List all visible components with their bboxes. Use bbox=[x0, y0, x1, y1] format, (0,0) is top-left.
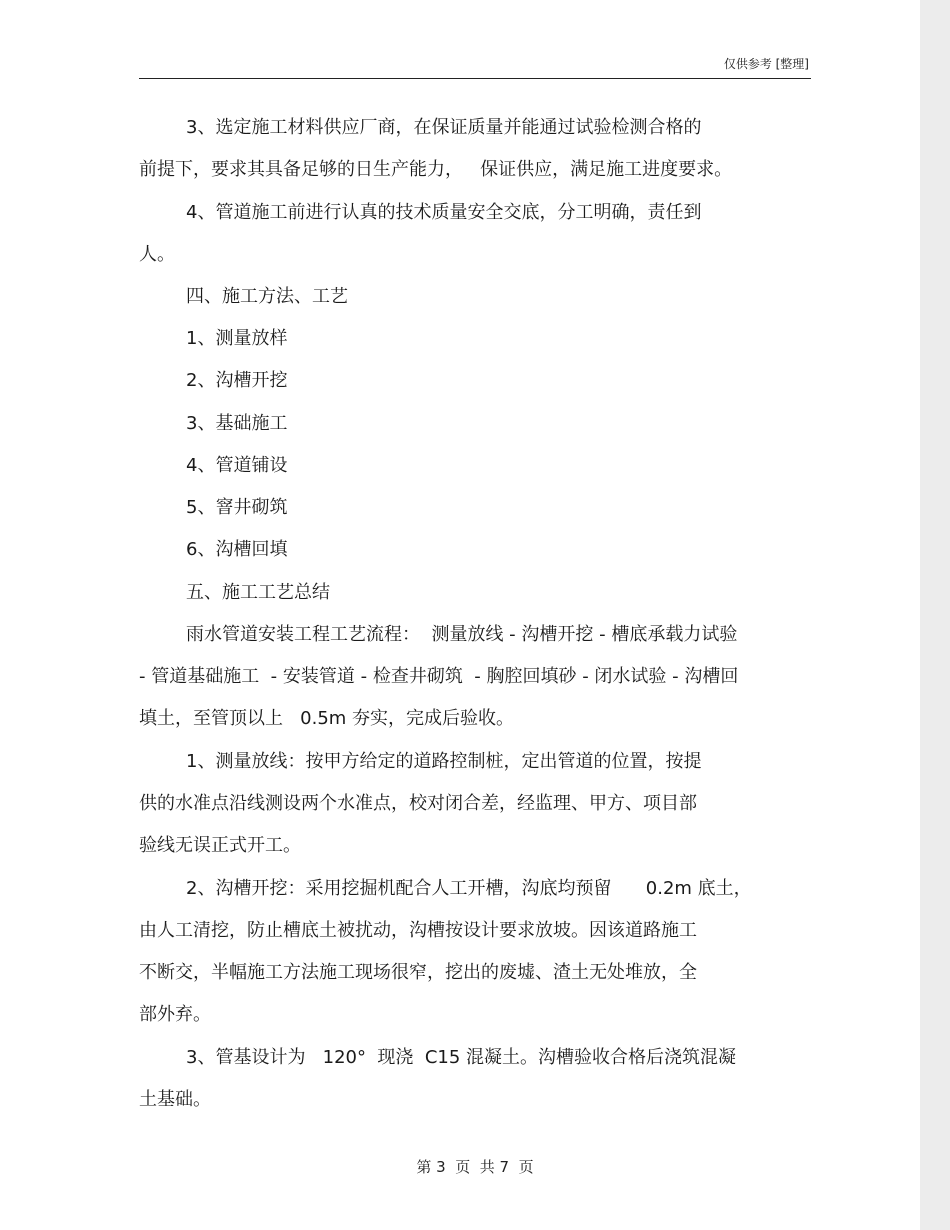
body-line: - 管道基础施工 - 安装管道 - 检查井砌筑 - 胸腔回填砂 - 闭水试验 - 沟槽回 bbox=[139, 666, 739, 687]
body-line: 验线无误正式开工。 bbox=[139, 835, 301, 856]
body-line: 3、选定施工材料供应厂商，在保证质量并能通过试验检测合格的 bbox=[186, 117, 702, 138]
list-item: 5、窨井砌筑 bbox=[186, 497, 288, 518]
body-line: 4、管道施工前进行认真的技术质量安全交底，分工明确，责任到 bbox=[186, 202, 702, 223]
body-line: 前提下，要求其具备足够的日生产能力， 保证供应，满足施工进度要求。 bbox=[139, 159, 733, 180]
body-line: 由人工清挖，防止槽底土被扰动，沟槽按设计要求放坡。因该道路施工 bbox=[139, 920, 697, 941]
body-line: 雨水管道安装工程工艺流程： 测量放线 - 沟槽开挖 - 槽底承载力试验 bbox=[186, 624, 738, 645]
body-line: 1、测量放线：按甲方给定的道路控制桩，定出管道的位置，按提 bbox=[186, 751, 702, 772]
body-line: 人。 bbox=[139, 244, 175, 265]
page-footer: 第 3 页 共 7 页 bbox=[416, 1158, 534, 1176]
section-heading: 五、施工工艺总结 bbox=[186, 582, 330, 603]
page-margin-edge bbox=[920, 0, 950, 1230]
list-item: 3、基础施工 bbox=[186, 413, 288, 434]
body-line: 部外弃。 bbox=[139, 1004, 211, 1025]
section-heading: 四、施工方法、工艺 bbox=[186, 286, 348, 307]
list-item: 2、沟槽开挖 bbox=[186, 370, 288, 391]
body-line: 填土，至管顶以上 0.5m 夯实，完成后验收。 bbox=[139, 708, 515, 729]
body-line: 2、沟槽开挖：采用挖掘机配合人工开槽，沟底均预留 0.2m 底土， bbox=[186, 878, 752, 899]
header-text: 仅供参考 [整理] bbox=[723, 57, 809, 71]
body-line: 不断交，半幅施工方法施工现场很窄，挖出的废墟、渣土无处堆放，全 bbox=[139, 962, 697, 983]
body-line: 土基础。 bbox=[139, 1089, 211, 1110]
list-item: 6、沟槽回填 bbox=[186, 539, 288, 560]
page-header bbox=[139, 56, 811, 79]
body-line: 供的水准点沿线测设两个水准点，校对闭合差，经监理、甲方、项目部 bbox=[139, 793, 697, 814]
list-item: 1、测量放样 bbox=[186, 328, 288, 349]
body-line: 3、管基设计为 120° 现浇 C15 混凝土。沟槽验收合格后浇筑混凝 bbox=[186, 1047, 737, 1068]
list-item: 4、管道铺设 bbox=[186, 455, 288, 476]
